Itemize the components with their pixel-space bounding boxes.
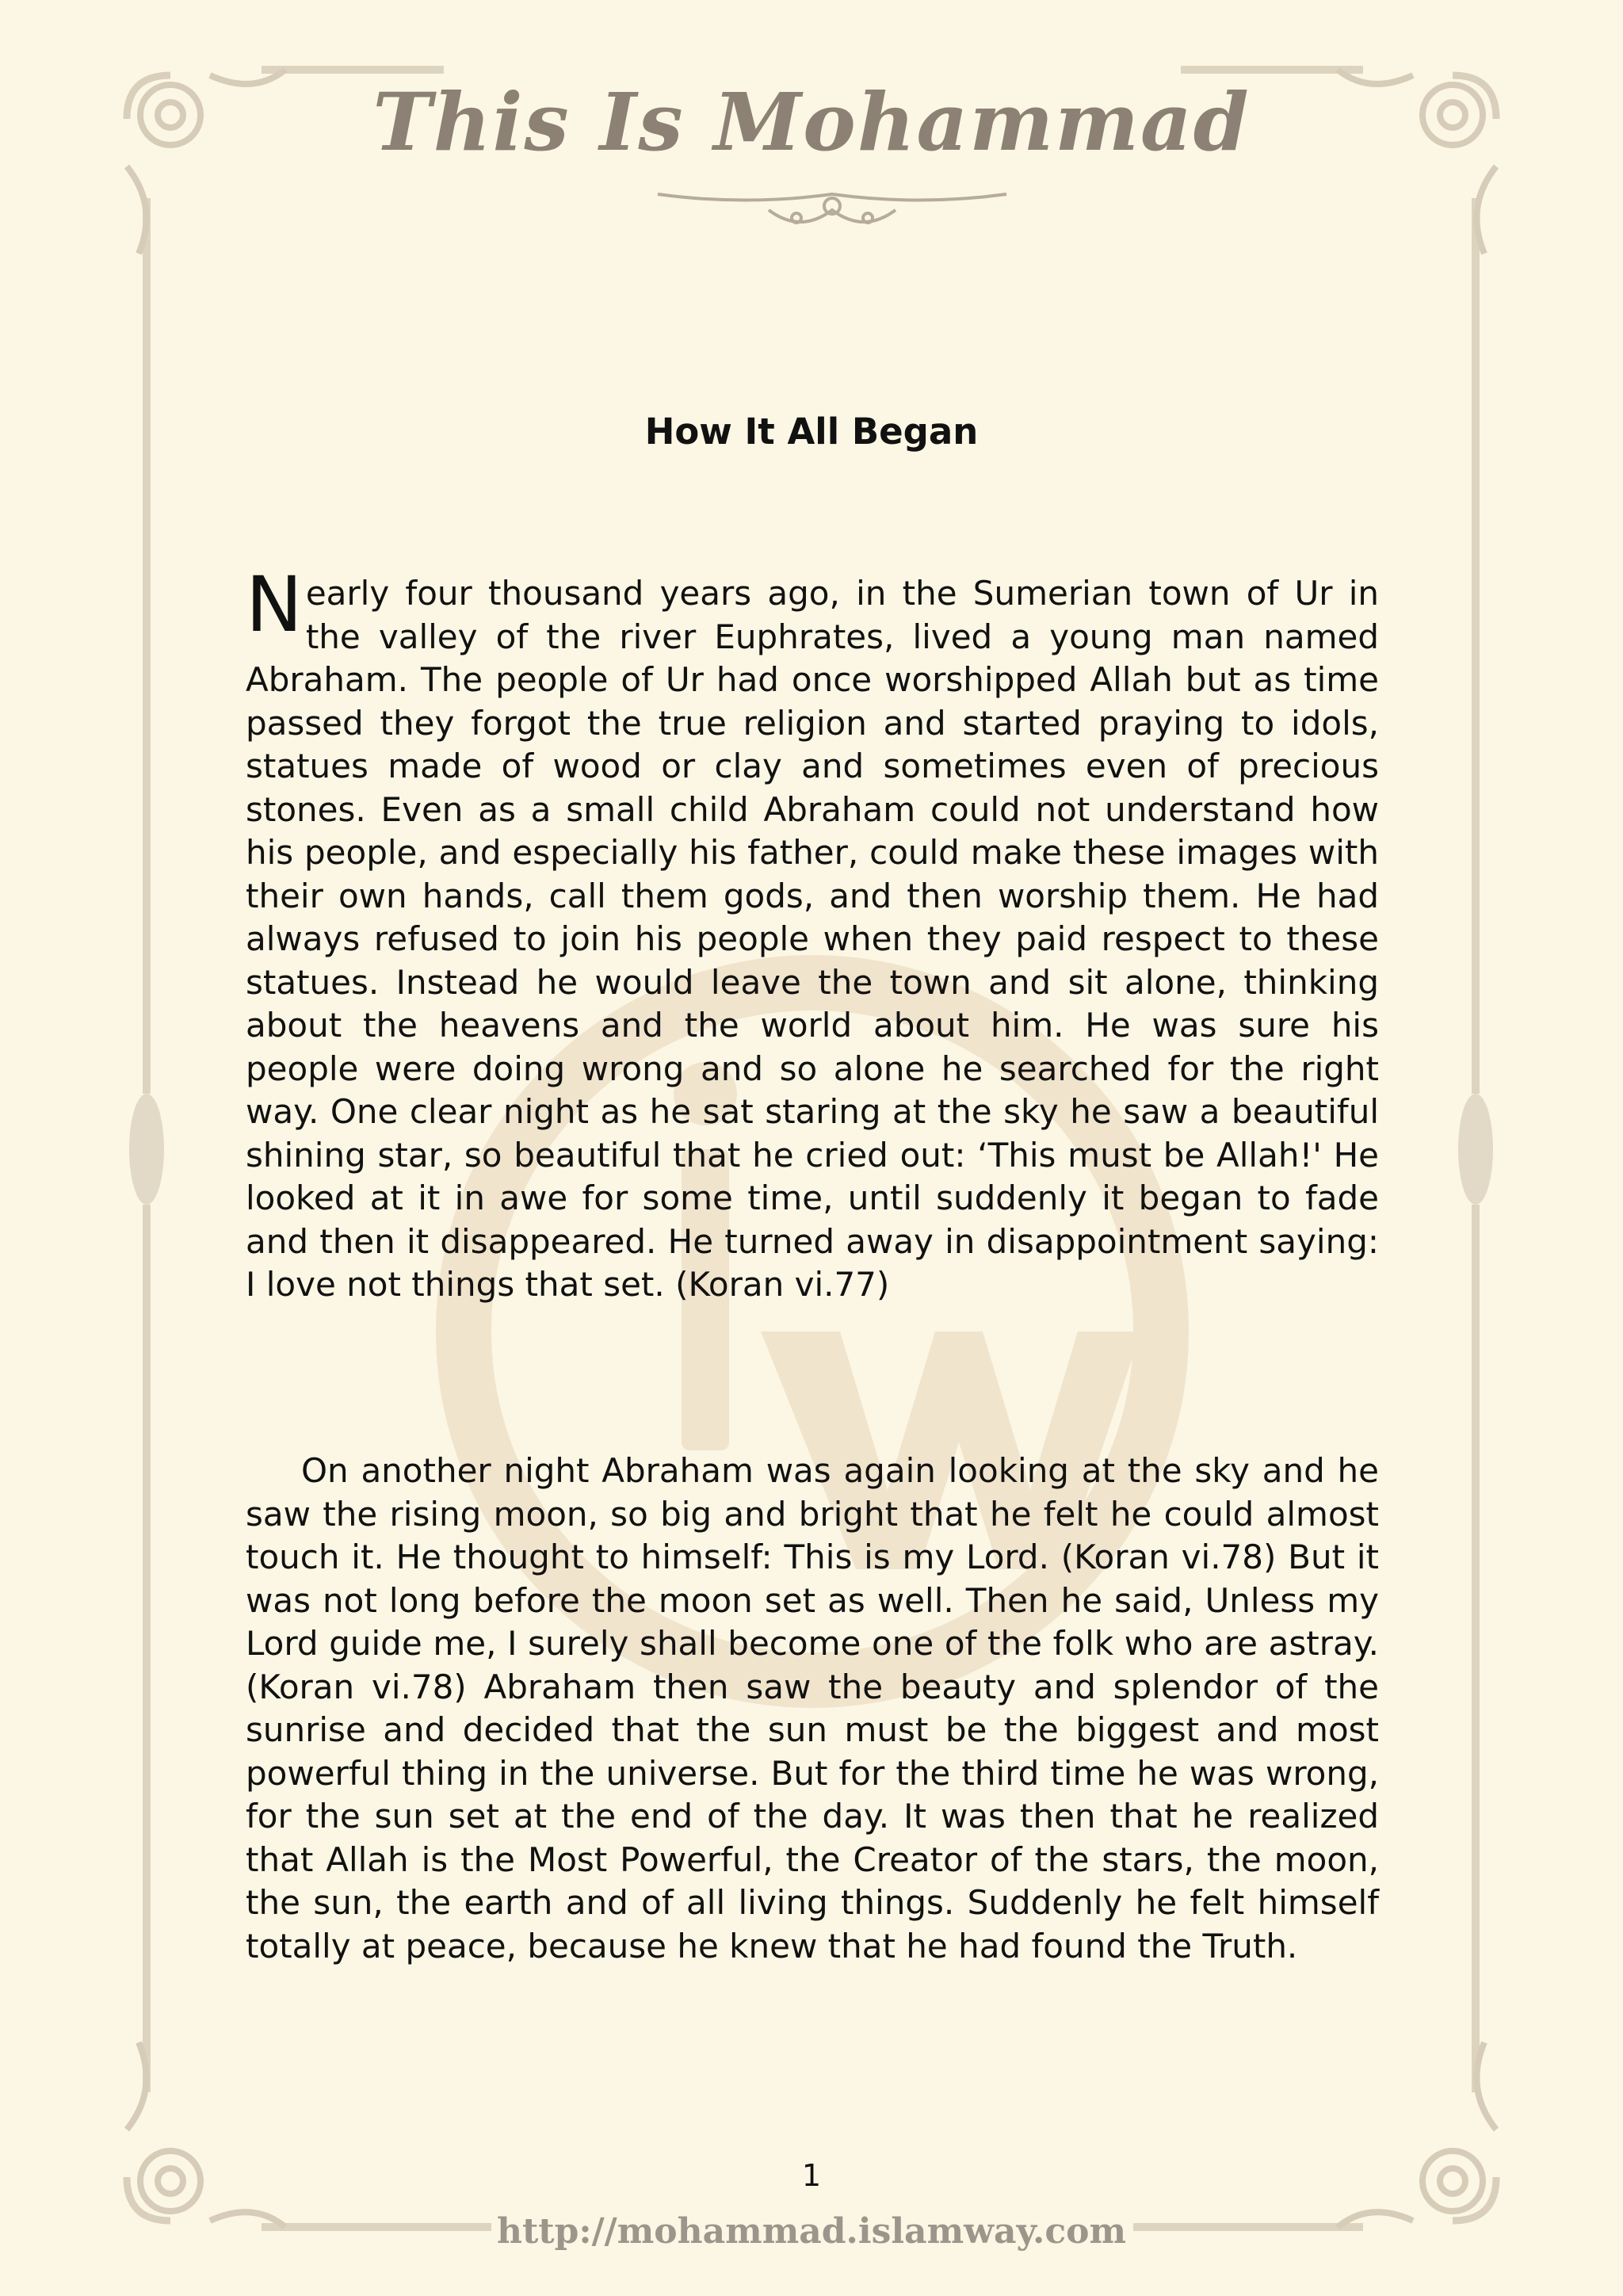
paragraph-1-text: early four thousand years ago, in the Sumerian town of Ur in the valley of the river Euphrates, lived a young man named Abraham. The people of Ur had once worshipped Allah but as time passed they forgot the true religion and started praying to idols, statues made of wood or clay and sometimes even of precious stones. Even as a small child Abraham could not understand how his people, and especially his father, could make these images with their own hands, call them gods, and then worship them. He had always refused to join his people when they paid respect to these statues. Instead he would leave the town and sit alone, thinking about the heavens and the world about him. He was sure his people were doing wrong and so alone he searched for the right way. One clear night as he sat staring at the sky he saw a beautiful shining star, so beautiful that he cried out: ‘This must be Allah!' He looked at it in awe for some time, until suddenly it began to fade and then it disappeared. He turned away in disappointment saying: I love not things that set. (Koran vi.77)	[246, 574, 1379, 1304]
page-number: 1	[801, 2158, 822, 2193]
drop-cap: N	[246, 560, 303, 649]
book-title: This Is Mohammad	[372, 75, 1251, 169]
footer-url: http://mohammad.islamway.com	[496, 2211, 1127, 2252]
paragraph-1	[246, 560, 1379, 1307]
header-flourish-ornament	[650, 178, 1014, 234]
paragraph-2: On another night Abraham was again looking at the sky and he saw the rising moon, so big and bright that he felt he could almost touch it. He thought to himself: This is my Lord. (Koran vi.78) But it was not long before the moon set as well. Then he said, Unless my Lord guide me, I surely shall become one of the folk who are astray. (Koran vi.78) Abraham then saw the beauty and splendor of the sunrise and decided that the sun must be the biggest and most powerful thing in the universe. But for the third time he was wrong, for the sun set at the end of the day. It was then that he realized that Allah is the Most Powerful, the Creator of the stars, the moon, the sun, the earth and of all living things. Suddenly he felt himself totally at peace, because he knew that he had found the Truth.	[246, 1451, 1379, 1966]
chapter-title: How It All Began	[644, 411, 979, 453]
